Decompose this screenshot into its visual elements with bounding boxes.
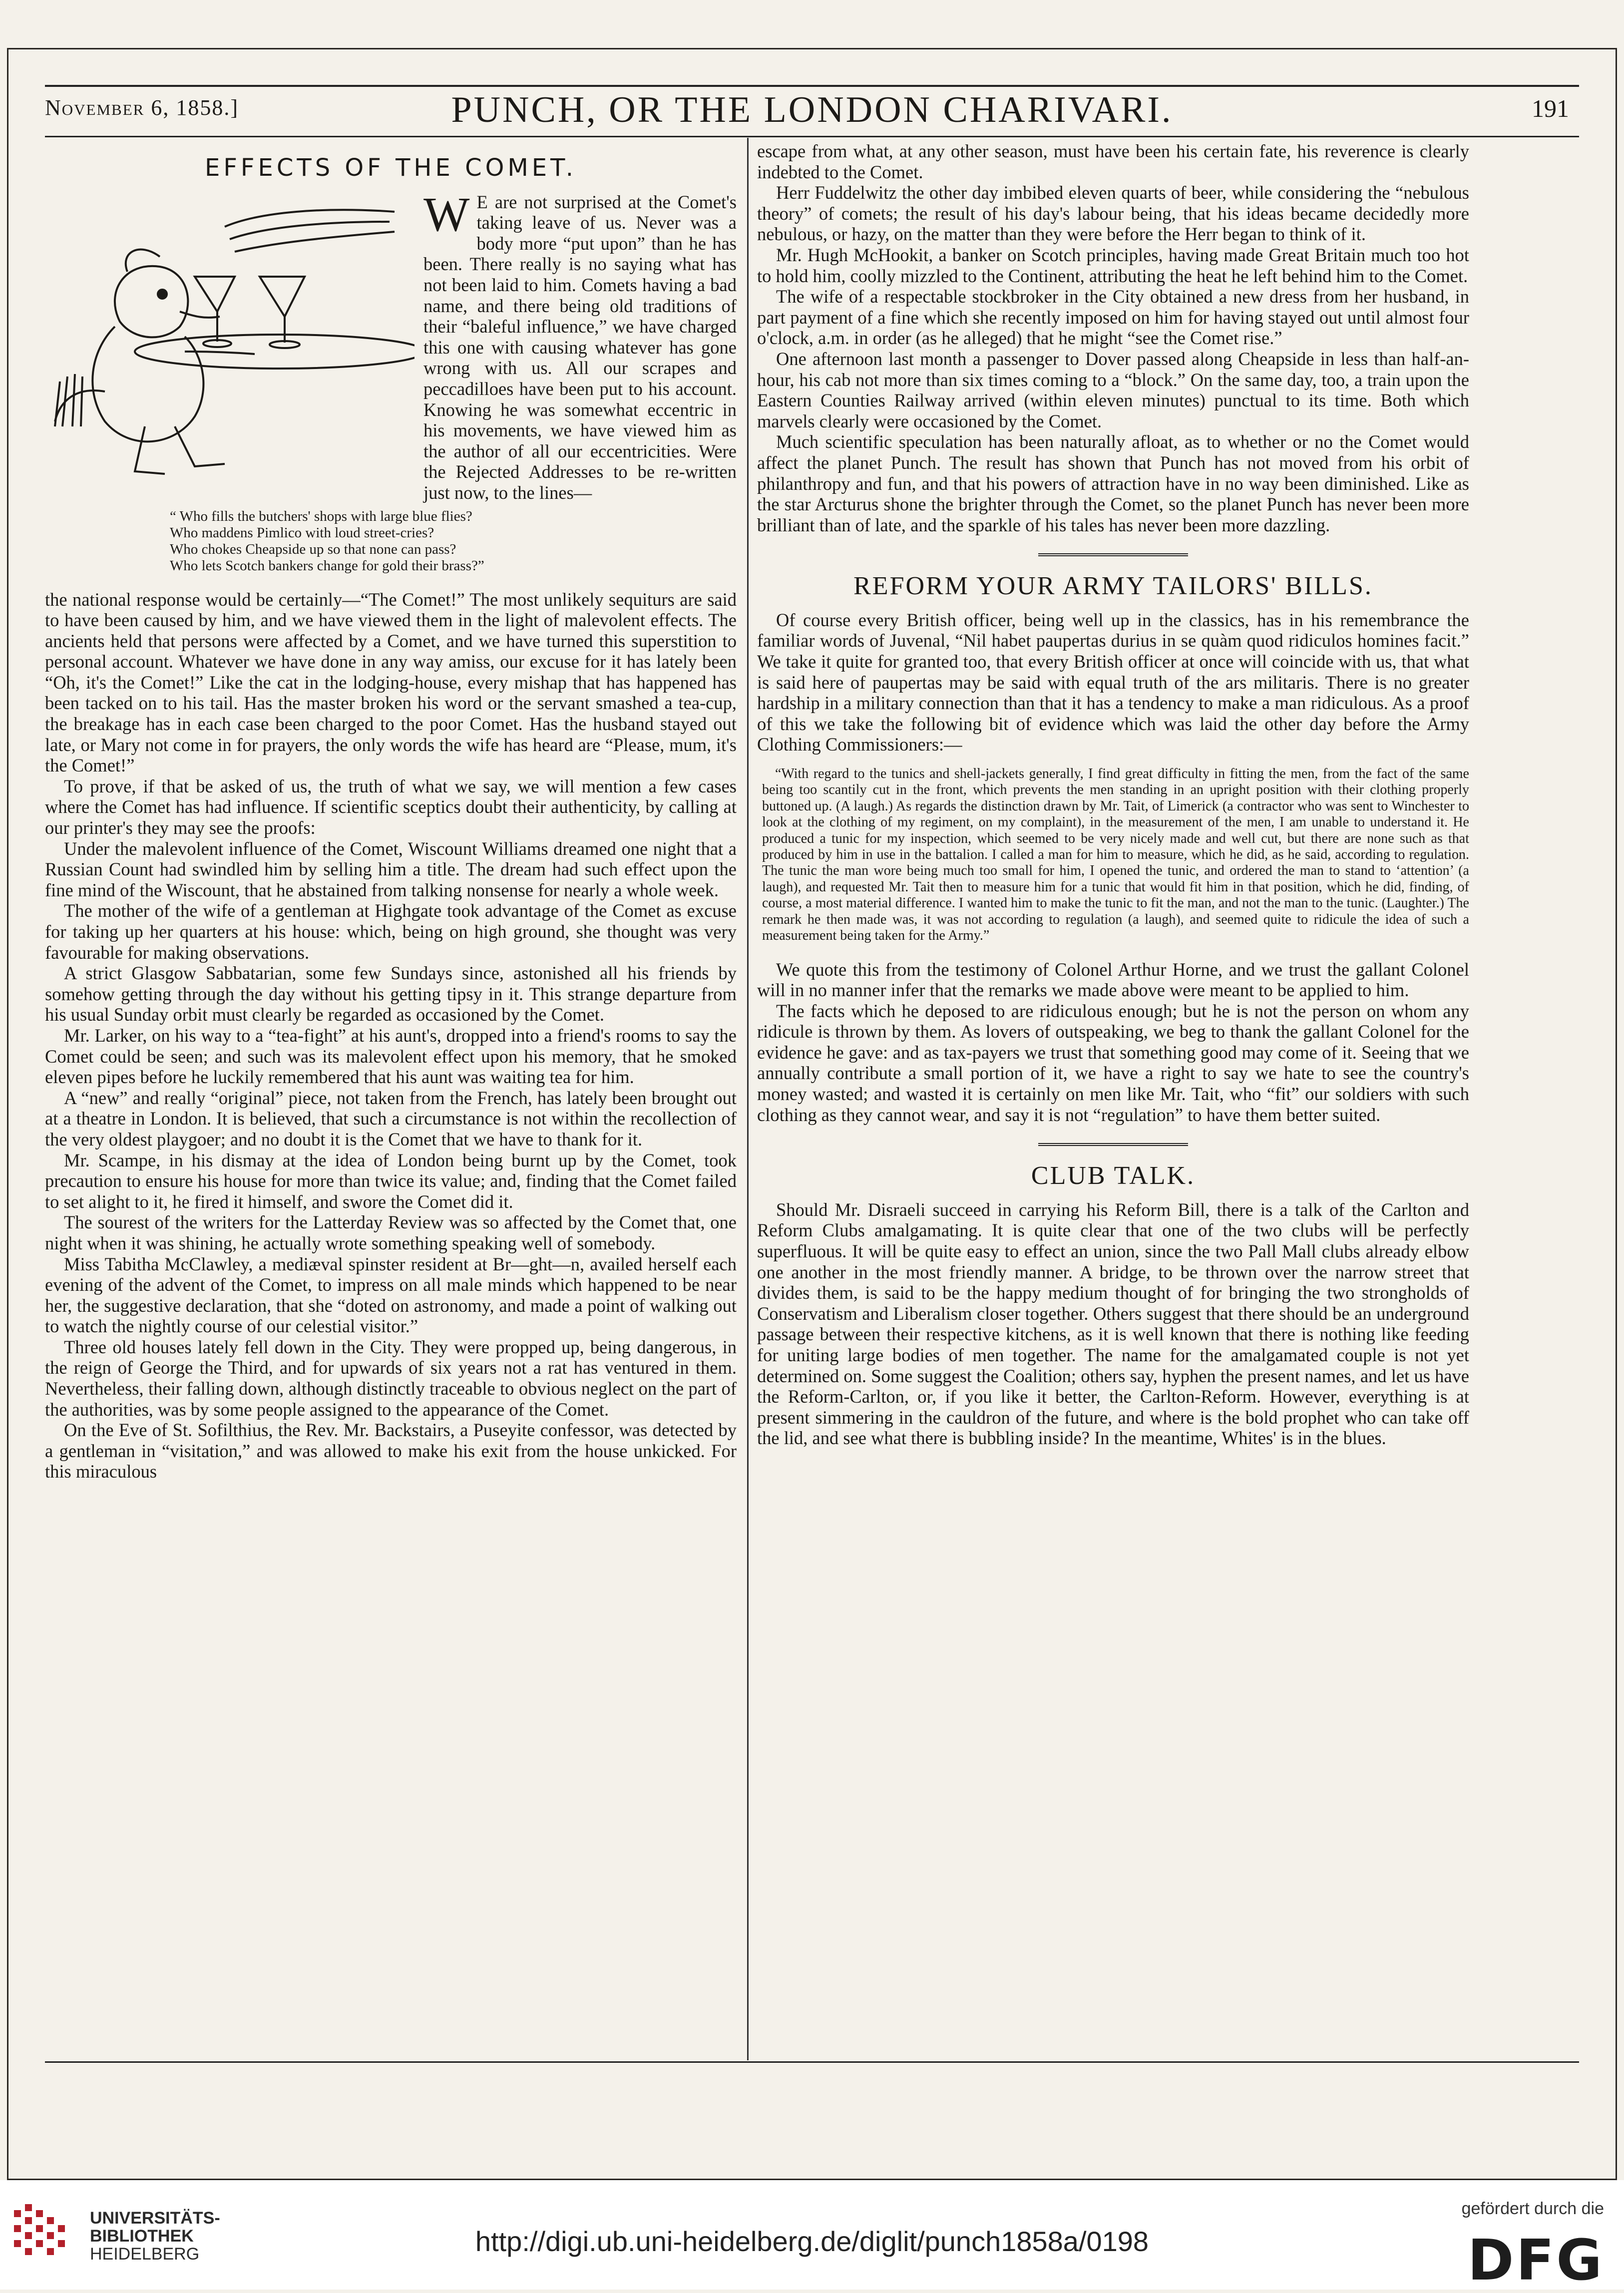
issue-date: November 6, 1858.] [45,95,239,120]
left-column [45,141,737,1482]
comet-waiter-illustration [45,192,414,486]
verse-line: “ Who fills the butchers' shops with large blue flies? [170,508,472,524]
section-separator [1038,1143,1188,1148]
paragraph: Miss Tabitha McClawley, a mediæval spinster resident at Br—ght—n, availed herself each evening of the advent of the Comet, to impress on all male minds which happened to be near her, the suggestive declaration, that she “doted on astronomy, and made a point of walking out to watch the nightly course of our celestial visitor.” [45,1253,737,1337]
quoted-evidence [762,766,1469,944]
paragraph: Mr. Larker, on his way to a “tea-fight” at his aunt's, dropped into a friend's rooms to say the Comet could be seen; and such was its malevolent effect upon his memory, that he smoked eleven pipes before he luckily remembered that his aunt was waiting tea for him. [45,1025,737,1088]
paragraph: The mother of the wife of a gentleman at Highgate took advantage of the Comet as excuse for taking up her quarters at his house: which, being on high ground, she thought was very favourable for making observations. [45,900,737,963]
dfg-logo: DFG [1467,2228,1604,2293]
paragraph: A strict Glasgow Sabbatarian, some few Sundays since, astonished all his friends by somehow getting through the day without his getting tipsy in it. This strange departure from his usual Sunday orbit must clearly be regarded as occasioned by the Comet. [45,963,737,1025]
comet-waiter-drawing [45,192,414,486]
paragraph: One afternoon last month a passenger to Dover passed along Cheapside in less than half-an-hour, his cab not more than six times coming to a “block.” On the same day, too, a train upon the Eastern Counties Railway arrived (within eleven minutes) punctual to its time. Both which marvels clearly were occasioned by the Comet. [757,348,1469,431]
paragraph: Three old houses lately fell down in the City. They were propped up, being dangerous, in the reign of George the Third, and for upwards of six years not a rat has ventured in them. Nevertheless, their falling down, although distinctly traceable to obvious neglect on the part of the authorities, was by some people assigned to the appearance of the Comet. [45,1336,737,1420]
library-name-line: UNIVERSITÄTS- [90,2209,220,2228]
paragraph: The facts which he deposed to are ridiculous enough; but he is not the person on whom any ridicule is thrown by them. As lovers of outspeaking, we beg to thank the gallant Colonel for the evidence he gave: and as tax-payers we trust that something good may come of it. Seeing that we annually contribute a small portion of it, we have a right to say we hate to see the country's money wasted; and wasted it is certainly on men like Mr. Tait, who “fit” our soldiers with such clothing as they cannot wear, and say it is not “regulation” to have them better suited. [757,1000,1469,1125]
paragraph: We quote this from the testimony of Colonel Arthur Horne, and we trust the gallant Colonel will in no manner infer that the remarks we made above were meant to be applied to him. [757,959,1469,1001]
article-title-club-talk: CLUB TALK. [1031,1161,1196,1190]
article-title-reform-army-tailors: REFORM YOUR ARMY TAILORS' BILLS. [853,572,1373,601]
paragraph: A “new” and really “original” piece, not taken from the French, has lately been brought out at a theatre in London. It is believed, that such a circumstance is not within the recollection of the very oldest playgoer; and no doubt it is the Comet that we have to thank for it. [45,1087,737,1149]
section-separator [1038,553,1188,559]
paragraph: Should Mr. Disraeli succeed in carrying his Reform Bill, there is a talk of the Carlton and Reform Clubs amalgamating. It is quite clear that one of the two clubs will be perfectly superfluous. It will be quite easy to effect an union, since the two Pall Mall clubs already elbow one another in the most friendly manner. A bridge, to be thrown over the narrow street that divides them, is said to be the happy medium thought of for bringing the two strongholds of Conservatism and Liberalism closer together. Others suggest that there should be an underground passage between their respective kitchens, as it is well known that there is nothing like feeding for uniting large bodies of men together. The name for the amalgamated couple is not yet determined on. Some suggest the Coalition; others say, hyphen the present names, and let us have the Reform-Carlton, or, if you like it better, the Carlton-Reform. However, everything is at present simmering in the cauldron of the future, and where is the bold prophet who can take off the lid, and see what there is bubbling inside? In the meantime, Whites' is in the blues. [757,1199,1469,1449]
paragraph: Under the malevolent influence of the Comet, Wiscount Williams dreamed one night that a Russian Count had swindled him by selling him a title. The dream had such effect upon the fine mind of the Wiscount, that he abstained from talking nonsense for nearly a whole week. [45,838,737,900]
verse-line: Who maddens Pimlico with loud street-cries? [170,524,434,541]
verse-line: Who chokes Cheapside up so that none can pass? [170,541,456,557]
right-column [757,141,1469,1449]
library-name-line: BIBLIOTHEK [90,2227,194,2246]
article-title-effects-of-the-comet: EFFECTS OF THE COMET. [204,154,577,182]
paragraph: On the Eve of St. Sofilthius, the Rev. Mr. Backstairs, a Puseyite confessor, was detected by a gentleman in “visitation,” and was allowed to make his exit from the house unkicked. For this miraculous [45,1420,737,1482]
paragraph: Mr. Hugh McHookit, a banker on Scotch principles, having made Great Britain much too hot to hold him, coolly mizzled to the Continent, attributing the heat he left behind him to the Comet. [757,244,1469,286]
paragraph: Mr. Scampe, in his dismay at the idea of London being burnt up by the Comet, took precaution to ensure his house for more than twice its value; and, finding that the Comet failed to set alight to it, he fired it himself, and swore the Comet did it. [45,1149,737,1212]
paragraph: Herr Fuddelwitz the other day imbibed eleven quarts of beer, while considering the “nebulous theory” of comets; the result of his day's labour being, that his ideas became decidedly more nebulous, or hazy, on the matter than they were before the Herr began to think of it. [757,182,1469,245]
digitization-footer [0,2180,1624,2293]
column-divider [747,138,749,2060]
paragraph: The wife of a respectable stockbroker in the City obtained a new dress from her husband, in part payment of a fine which she recently imposed on him for having stayed out until almost four o'clock, a.m. in order (as he alleged) that he might “see the Comet rise.” [757,286,1469,349]
library-name-line: HEIDELBERG [90,2245,200,2264]
paragraph: escape from what, at any other season, must have been his certain fate, his reverence is clearly indebted to the Comet. [757,141,1469,182]
paragraph: Of course every British officer, being well up in the classics, has in his remembrance the familiar words of Juvenal, “Nil habet paupertas durius in se quàm quod ridiculos homines facit.” We take it quite for granted too, that every British officer at once will coincide with us, that what is said here of paupertas may be said with equal truth of the ars militaris. There is no greater hardship in a military connection than that it has a tendency to make a man ridiculous. As a proof of this we take the following bit of evidence which was laid the other day before the Army Clothing Commissioners:— [757,609,1469,755]
header-rule-bottom [45,136,1579,137]
sponsor-caption: gefördert durch die [1461,2199,1604,2218]
verse-quotation [170,508,737,574]
masthead-title: PUNCH, OR THE LONDON CHARIVARI. [451,89,1173,130]
paragraph: the national response would be certainly—“The Comet!” The most unlikely sequiturs are said to have been caused by him, and we have viewed them in the light of malevolent effects. The ancients held that persons were affected by a Comet, and we have turned this superstition to personal account. Whatever we have done in any way amiss, our excuse for it has lately been “Oh, it's the Comet!” Like the cat in the lodging-house, every mishap that has happened has been tacked on to his tail. Has the master broken his word or the servant smashed a tea-cup, the breakage has in each case been charged to the poor Comet. Has the husband stayed out late, or Mary not come in for prayers, the only words the wife has heard are “Please, mum, it's the Comet!” [45,589,737,776]
page-header [45,89,1579,134]
paragraph-text: E are not surprised at the Comet's taking leave of us. Never was a body more “put upon” than he has been. There really is no saying what has not been laid to him. Comets having a bad name, and there being old traditions of their “baleful influence,” we have charged this one with causing whatever has gone wrong with us. All our scrapes and peccadilloes have been put to his account. Knowing he was somewhat eccentric in his movements, we have viewed him as the author of all our eccentricities. Were the Rejected Addresses to be re-written just now, to the lines— [423,191,737,503]
drop-cap: W [423,187,470,242]
paragraph: The sourest of the writers for the Latterday Review was so affected by the Comet that, one night when it was shining, he actually wrote something speaking well of somebody. [45,1212,737,1253]
footer-rule [45,2061,1579,2063]
paragraph: To prove, if that be asked of us, the truth of what we say, we will mention a few cases where the Comet has had influence. If scientific sceptics doubt their authenticity, by calling at our printer's they may see the proofs: [45,775,737,838]
paragraph: Much scientific speculation has been naturally afloat, as to whether or no the Comet would affect the planet Punch. The result has shown that Punch has not moved from his orbit of philanthropy and fun, and that his powers of attraction have in no way been diminished. Like as the star Arcturus shone the brighter through the Comet, so the planet Punch has never been more brilliant than of late, and the sparkle of his tales has never been more dazzling. [757,431,1469,535]
header-rule-top [45,85,1579,87]
verse-line: Who lets Scotch bankers change for gold their brass?” [170,557,484,574]
permalink-url[interactable]: http://digi.ub.uni-heidelberg.de/diglit/punch1858a/0198 [475,2226,1149,2257]
quoted-evidence-text: “With regard to the tunics and shell-jackets generally, I find great difficulty in fitting the men, from the fact of the same being too scantily cut in the front, which prevents the men standing in an upright position with their clothing properly buttoned up. (A laugh.) As regards the distinction drawn by Mr. Tait, of Limerick (a contractor who was sent to Winchester to look at the clothing of my regiment, on my complaint), in the measurement of the men, I am unable to understand it. He produced a tunic for my inspection, which seemed to be very nicely made and well cut, but there are none such as that produced by him in use in the battalion. I called a man for him to measure, which he did, as he said, according to regulation. The tunic the man wore being much too small for him, I opened the tunic, and ordered the man to stand to ‘attention’ (a laugh), and requested Mr. Tait then to measure him for a tunic that would fit him in that position, which he did, finding, of course, a most material difference. I wanted him to make the tunic to fit the man, and not the man to the tunic. (Laughter.) The remark he then made was, it was not according to regulation (a laugh), and seemed quite to ridicule the idea of such a measurement being taken for the Army.” [762,766,1469,944]
page-number: 191 [1532,94,1569,122]
